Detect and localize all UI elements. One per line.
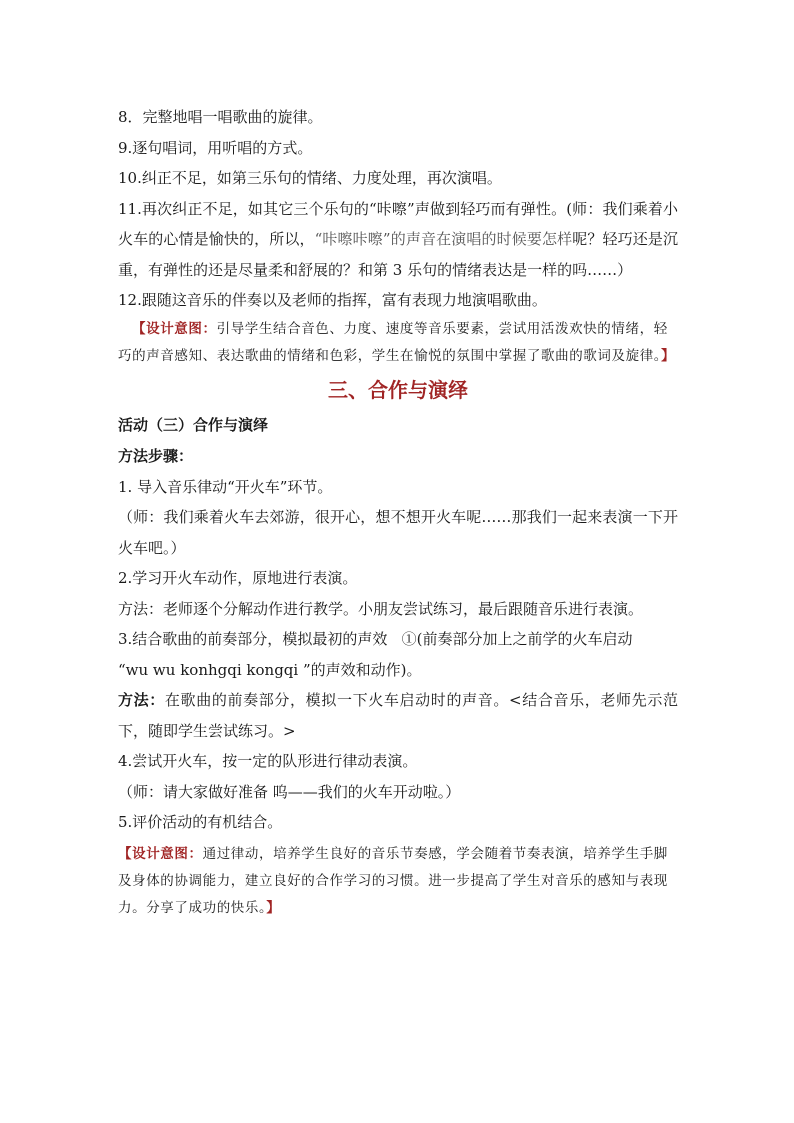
design-intent-1-close: 】 xyxy=(661,347,676,364)
step-8: 8．完整地唱一唱歌曲的旋律。 xyxy=(118,108,323,126)
design-intent-2-colon: ： xyxy=(188,845,203,862)
step-3-text-a: 3.结合歌曲的前奏部分，模拟最初的声效 xyxy=(118,630,393,648)
design-intent-2 xyxy=(118,841,678,922)
step-3 xyxy=(118,624,678,655)
step-1: 1. 导入音乐律动“开火车”环节。 xyxy=(118,477,333,496)
step-11-text-a: 11.再次纠正不足，如其它三个乐句的“咔嚓”声做到轻巧而有弹性。(师：我们乘着小火车的心情是愉快的，所以， xyxy=(118,199,678,248)
step-11 xyxy=(118,194,678,286)
step-10: 10.纠正不足，如第三乐句的情绪、力度处理，再次演唱。 xyxy=(118,169,502,187)
step-2-method: 方法：老师逐个分解动作进行教学。小朋友尝试练习，最后跟随音乐进行表演。 xyxy=(118,599,644,618)
step-4: 4.尝试开火车，按一定的队形进行律动表演。 xyxy=(118,752,418,770)
step-4-note: （师：请大家做好准备 呜——我们的火车开动啦。） xyxy=(118,782,461,801)
step-5: 5.评价活动的有机结合。 xyxy=(118,813,283,831)
design-intent-1-colon: ： xyxy=(202,320,217,337)
step-1-note: （师：我们乘着火车去郊游，很开心，想不想开火车呢……那我们一起来表演一下开火车吧。） xyxy=(118,508,678,557)
document-page xyxy=(118,102,678,922)
design-intent-1 xyxy=(118,316,678,370)
step-12: 12.跟随这音乐的伴奏以及老师的指挥，富有表现力地演唱歌曲。 xyxy=(118,291,547,309)
step-3-cont: “wu wu konhgqi kongqi ”的声效和动作)。 xyxy=(118,660,422,679)
step-9: 9.逐句唱词，用听唱的方式。 xyxy=(118,138,313,157)
step-11-text-gray: “咔嚓咔嚓”的声音在演唱的时候要怎样 xyxy=(314,230,573,248)
step-11-text-b: 呢？轻巧还是沉重，有弹性的还是尽量柔和舒展的？和第 3 乐句的情绪表达是一样的吗……） xyxy=(118,230,678,279)
activity-title: 活动（三）合作与演绎 xyxy=(118,415,269,434)
method-steps-label: 方法步骤： xyxy=(118,446,194,465)
design-intent-1-text: 引导学生结合音色、力度、速度等音乐要素，尝试用活泼欢快的情绪，轻巧的声音感知、表达歌曲的情绪和色彩，学生在愉悦的氛围中掌握了歌曲的歌词及旋律。 xyxy=(118,320,668,364)
design-intent-2-text: 通过律动，培养学生良好的音乐节奏感，学会随着节奏表演，培养学生手脚及身体的协调能力，建立良好的合作学习的习惯。进一步提高了学生对音乐的感知与表现力。分享了成功的快乐。 xyxy=(118,845,668,916)
design-intent-2-close: 】 xyxy=(266,899,281,916)
step-3-method-label: 方法： xyxy=(118,691,165,709)
design-intent-2-tag: 【设计意图 xyxy=(118,845,189,862)
step-2: 2.学习开火车动作，原地进行表演。 xyxy=(118,569,358,587)
step-3-method-text: 在歌曲的前奏部分，模拟一下火车启动时的声音。<结合音乐，老师先示范下，随即学生尝试练习。> xyxy=(118,691,678,740)
step-3-method xyxy=(118,685,678,746)
step-3-text-b: ①(前奏部分加上之前学的火车启动 xyxy=(401,630,633,648)
section-title: 三、合作与演绎 xyxy=(328,377,468,402)
design-intent-1-tag: 【设计意图 xyxy=(132,320,203,337)
